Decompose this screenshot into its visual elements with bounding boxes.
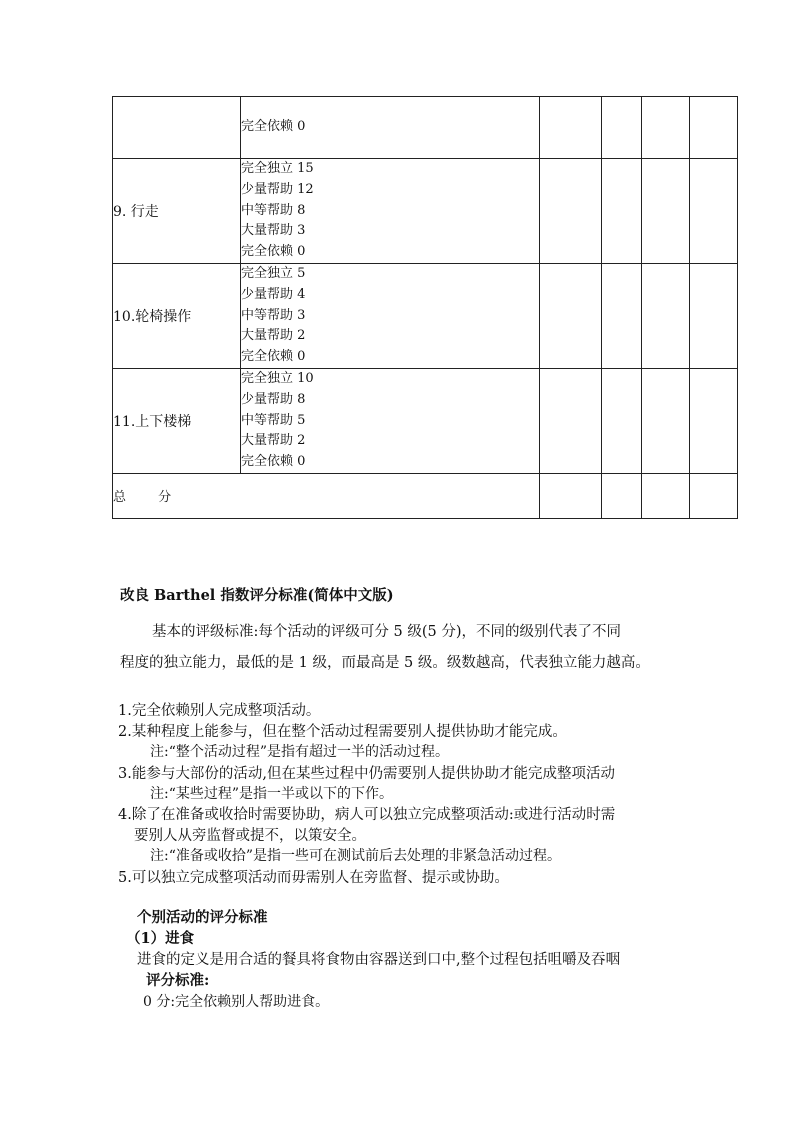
score-cell: [540, 368, 602, 473]
eating-heading: （1）进食: [126, 930, 195, 947]
options-cell: [241, 368, 540, 473]
item-walking: 9. 行走: [113, 159, 241, 264]
options-cell: [241, 159, 540, 264]
score-cell: [690, 159, 738, 264]
option-text: 中等帮助 5: [241, 412, 306, 428]
option-text: 大量帮助 2: [241, 433, 306, 449]
option-text: 大量帮助 3: [241, 223, 306, 239]
score-cell: [690, 97, 738, 159]
criteria-heading: 评分标准:: [146, 972, 210, 989]
section-title: 改良 Barthel 指数评分标准(简体中文版): [120, 587, 394, 604]
option-text: 完全独立 5: [241, 266, 306, 281]
option-text: 少量帮助 8: [241, 391, 306, 407]
table-row: [113, 159, 738, 264]
score-cell: [642, 97, 690, 159]
level-4-note: 注:“准备或收拾”是指一些可在测试前后去处理的非紧急活动过程。: [150, 848, 562, 864]
level-3-note: 注:“某些过程”是指一半或以下的下作。: [150, 786, 394, 802]
option-text: 完全独立 10: [241, 370, 314, 386]
score-cell: [690, 368, 738, 473]
score-cell: [540, 473, 602, 518]
option-text: 完全依赖 0: [241, 244, 306, 260]
score-cell: [690, 264, 738, 369]
eating-definition: 进食的定义是用合适的餐具将食物由容器送到口中,整个过程包括咀嚼及吞咽: [137, 952, 621, 968]
table-row: [113, 97, 738, 159]
intro-paragraph-line-2: 程度的独立能力，最低的是 1 级，而最高是 5 级。级数越高，代表独立能力越高。: [120, 655, 650, 671]
item-stairs: 11.上下楼梯: [113, 368, 241, 473]
option-text: 中等帮助 3: [241, 307, 306, 323]
option-text: 完全依赖 0: [241, 454, 306, 470]
table-row: [113, 264, 738, 369]
table-row: [113, 368, 738, 473]
option-text: 大量帮助 2: [241, 328, 306, 344]
options-cell: [241, 264, 540, 369]
score-cell: [540, 264, 602, 369]
score-cell: [602, 264, 642, 369]
score-table: [112, 96, 738, 519]
level-4-text-continued: 要别人从旁监督或提不，以策安全。: [134, 828, 366, 844]
total-label: 总 分: [113, 473, 540, 518]
option-text: 完全独立 15: [241, 161, 314, 176]
score-cell: [690, 473, 738, 518]
intro-paragraph-line-1: 基本的评级标准:每个活动的评级可分 5 级(5 分)，不同的级别代表了不同: [152, 624, 621, 640]
score-cell: [642, 264, 690, 369]
item-wheelchair: 10.轮椅操作: [113, 264, 241, 369]
level-2-text: 2.某种程度上能参与，但在整个活动过程需要别人提供协助才能完成。: [118, 724, 567, 740]
option-text: 少量帮助 4: [241, 286, 306, 302]
option-text: 完全依赖 0: [241, 349, 306, 365]
score-cell: [602, 368, 642, 473]
option-text: 少量帮助 12: [241, 181, 314, 197]
score-cell: [602, 159, 642, 264]
level-2-note: 注:“整个活动过程”是指有超过一半的活动过程。: [150, 744, 450, 760]
score-cell: [540, 159, 602, 264]
score-cell: [540, 97, 602, 159]
level-5-text: 5.可以独立完成整项活动而毋需别人在旁监督、提示或协助。: [118, 870, 509, 886]
option-text: 中等帮助 8: [241, 202, 306, 218]
score-cell: [602, 97, 642, 159]
level-3-text: 3.能参与大部份的活动,但在某些过程中仍需要别人提供协助才能完成整项活动: [118, 766, 615, 782]
individual-criteria-title: 个别活动的评分标准: [137, 909, 268, 926]
score-cell: [602, 473, 642, 518]
score-cell: [642, 159, 690, 264]
table-row-total: [113, 473, 738, 518]
score-cell: [642, 473, 690, 518]
level-4-text: 4.除了在准备或收拾时需要协助，病人可以独立完成整项活动:或进行活动时需: [118, 807, 616, 823]
score-0-text: 0 分:完全依赖别人帮助进食。: [143, 994, 330, 1010]
item-cell: [113, 97, 241, 159]
options-cell: [241, 97, 540, 159]
score-cell: [642, 368, 690, 473]
option-text: 完全依赖 0: [241, 119, 306, 135]
level-1-text: 1.完全依赖别人完成整项活动。: [118, 703, 321, 719]
